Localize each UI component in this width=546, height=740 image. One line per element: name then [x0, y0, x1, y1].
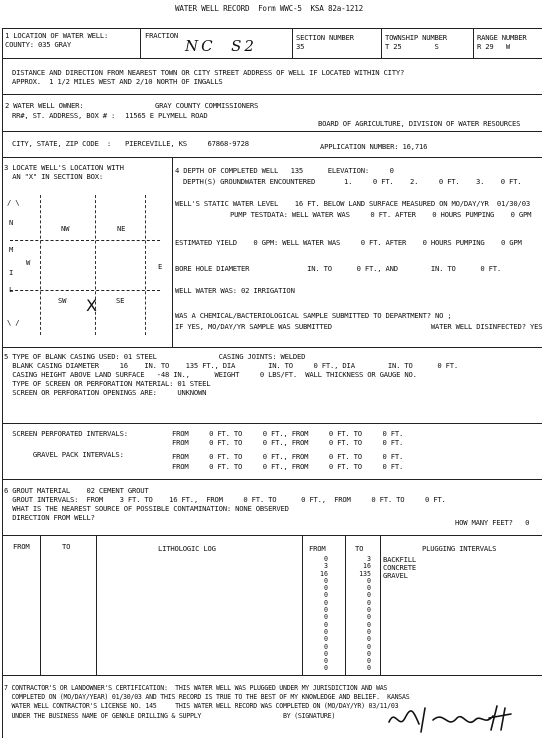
fraction-label: FRACTION	[145, 31, 179, 40]
locate-title: 3 LOCATE WELL'S LOCATION WITH	[4, 163, 124, 172]
location-label: 1 LOCATION OF WATER WELL:	[5, 31, 109, 40]
direction-line: DIRECTION FROM WELL?	[4, 513, 95, 522]
e-label: E	[158, 262, 163, 271]
owner-value: GRAY COUNTY COMMISSIONERS	[155, 101, 259, 110]
city-value: PIERCEVILLE, KS 67868-9728	[125, 139, 249, 148]
township-label: TOWNSHIP NUMBER	[385, 33, 447, 42]
bore-hole-line: BORE HOLE DIAMETER IN. TO 0 FT., AND IN. TO 0 FT.	[175, 264, 502, 273]
depth-line: 4 DEPTH OF COMPLETED WELL 135 ELEVATION: 0	[175, 166, 394, 175]
m-label: M	[9, 245, 14, 254]
contamination-line: WHAT IS THE NEAREST SOURCE OF POSSIBLE CONTAMINATION: NONE OBSERVED	[4, 504, 289, 513]
screen-intervals-label: SCREEN PERFORATED INTERVALS:	[4, 429, 128, 438]
application-number: APPLICATION NUMBER: 16,716	[320, 142, 428, 151]
section-value: 35	[296, 42, 305, 51]
screen-openings-line: SCREEN OR PERFORATION OPENINGS ARE: UNKNOWN	[4, 388, 207, 397]
plug-material-values: BACKFILL CONCRETE GRAVEL	[383, 555, 417, 580]
owner-label: 2 WATER WELL OWNER:	[5, 101, 84, 110]
well-location-mark: X	[86, 296, 97, 315]
static-level-line: WELL'S STATIC WATER LEVEL 16 FT. BELOW LAND SURFACE MEASURED ON MO/DAY/YR 01/30/03	[175, 199, 530, 208]
board-label: BOARD OF AGRICULTURE, DIVISION OF WATER RESOURCES	[318, 119, 521, 128]
signature	[385, 700, 525, 736]
sw-label: SW	[58, 296, 67, 305]
certification-line-2: COMPLETED ON (MO/DAY/YEAR) 01/30/03 AND THIS RECORD IS TRUE TO THE BEST OF MY KNOWLEDGE AND BELIEF. KANSAS	[4, 693, 410, 701]
plug-from-values: 0 3 16 0 0 0 0 0 0 0 0 0 0 0 0 0	[320, 555, 328, 673]
l-label: L	[9, 285, 14, 294]
certification-line-4: UNDER THE BUSINESS NAME OF GENKLE DRILLING & SUPPLY BY (SIGNATURE)	[4, 712, 336, 720]
range-value: R 29 W	[477, 42, 511, 51]
nw-label: NW	[61, 224, 70, 233]
section-label: SECTION NUMBER	[296, 33, 354, 42]
log-to-header: TO	[62, 542, 71, 551]
casing-diameter-line: BLANK CASING DIAMETER 16 IN. TO 135 FT., DIA IN. TO 0 FT., DIA IN. TO 0 FT.	[4, 361, 458, 370]
water-use-line: WELL WATER WAS: 02 IRRIGATION	[175, 286, 295, 295]
chemical-sample-line: WAS A CHEMICAL/BACTERIOLOGICAL SAMPLE SUBMITTED TO DEPARTMENT? NO ;	[175, 311, 452, 320]
distance-question: DISTANCE AND DIRECTION FROM NEAREST TOWN OR CITY STREET ADDRESS OF WELL IF LOCATED WITHIN CITY?	[12, 68, 405, 77]
plug-to-values: 3 16 135 0 0 0 0 0 0 0 0 0 0 0 0 0	[359, 555, 371, 673]
address-label: RR#, ST. ADDRESS, BOX # :	[12, 111, 116, 120]
groundwater-line: DEPTH(S) GROUNDWATER ENCOUNTERED 1. 0 FT. 2. 0 FT. 3. 0 FT.	[183, 177, 522, 186]
lithologic-log-header: LITHOLOGIC LOG	[158, 544, 216, 553]
interval-row: FROM 0 FT. TO 0 FT., FROM 0 FT. TO 0 FT.	[172, 462, 404, 471]
casing-type-line: 5 TYPE OF BLANK CASING USED: 01 STEEL CASING JOINTS: WELDED	[4, 352, 306, 361]
interval-row: FROM 0 FT. TO 0 FT., FROM 0 FT. TO 0 FT.	[172, 429, 404, 438]
township-value: T 25 S	[385, 42, 439, 51]
yield-line: ESTIMATED YIELD 0 GPM: WELL WATER WAS 0 FT. AFTER 0 HOURS PUMPING 0 GPM	[175, 238, 522, 247]
sample-submitted-line: IF YES, MO/DAY/YR SAMPLE WAS SUBMITTED WATER WELL DISINFECTED? YES	[175, 322, 543, 331]
i-label: I	[9, 268, 14, 277]
county-value: COUNTY: 035 GRAY	[5, 40, 72, 49]
pump-test-line: PUMP TESTDATA: WELL WATER WAS 0 FT. AFTER 0 HOURS PUMPING 0 GPM	[230, 210, 532, 219]
range-label: RANGE NUMBER	[477, 33, 527, 42]
grout-material-line: 6 GROUT MATERIAL 02 CEMENT GROUT	[4, 486, 149, 495]
certification-line-3: WATER WELL CONTRACTOR'S LICENSE NO. 145 THIS WATER WELL RECORD WAS COMPLETED ON (MO/DAY/YR) 03/11/03	[4, 702, 399, 710]
distance-answer: APPROX. 1 1/2 MILES WEST AND 2/10 NORTH OF INGALLS	[12, 77, 223, 86]
interval-row: FROM 0 FT. TO 0 FT., FROM 0 FT. TO 0 FT.	[172, 452, 404, 461]
interval-row: FROM 0 FT. TO 0 FT., FROM 0 FT. TO 0 FT.	[172, 438, 404, 447]
grout-intervals-line: GROUT INTERVALS: FROM 3 FT. TO 16 FT., FROM 0 FT. TO 0 FT., FROM 0 FT. TO 0 FT.	[4, 495, 446, 504]
screen-material-line: TYPE OF SCREEN OR PERFORATION MATERIAL: 01 STEEL	[4, 379, 211, 388]
se-label: SE	[116, 296, 125, 305]
plug-from-header: FROM	[309, 544, 326, 553]
how-many-feet: HOW MANY FEET? 0	[455, 518, 530, 527]
form-title: WATER WELL RECORD Form WWC-5 KSA 82a-1212	[175, 4, 363, 13]
locate-subtitle: AN "X" IN SECTION BOX:	[4, 172, 104, 181]
plug-to-header: TO	[355, 544, 364, 553]
ne-label: NE	[117, 224, 126, 233]
n-label: N	[9, 218, 14, 227]
plugging-intervals-header: PLUGGING INTERVALS	[422, 544, 497, 553]
casing-height-line: CASING HEIGHT ABOVE LAND SURFACE -48 IN., WEIGHT 0 LBS/FT. WALL THICKNESS OR GAUGE NO.	[4, 370, 417, 379]
city-label: CITY, STATE, ZIP CODE :	[12, 139, 112, 148]
w-label: W	[26, 258, 31, 267]
certification-line-1: 7 CONTRACTOR'S OR LANDOWNER'S CERTIFICATION: THIS WATER WELL WAS PLUGGED UNDER MY JURISDICTION AND WAS	[4, 684, 388, 692]
address-value: 11565 E PLYMELL ROAD	[125, 111, 208, 120]
log-from-header: FROM	[13, 542, 30, 551]
fraction-handwritten: NC S2	[185, 37, 257, 55]
gravel-pack-label: GRAVEL PACK INTERVALS:	[4, 450, 124, 459]
